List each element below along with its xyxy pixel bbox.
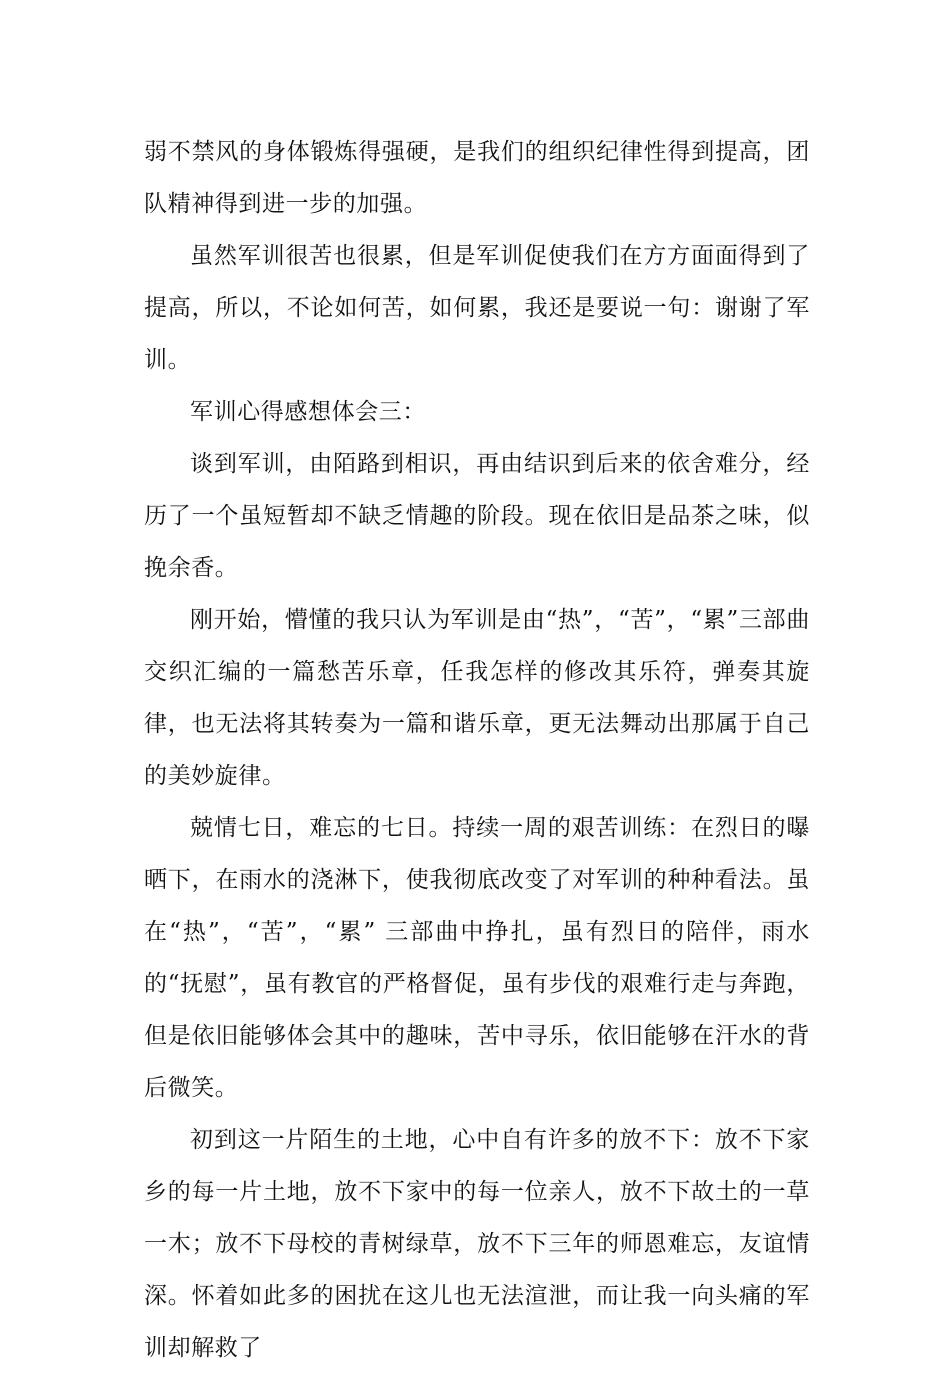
paragraph: 虽然军训很苦也很累，但是军训促使我们在方方面面得到了提高，所以，不论如何苦，如何累，我还是要说一句：谢谢了军训。: [144, 243, 810, 373]
paragraph: 初到这一片陌生的土地，心中自有许多的放不下：放不下家乡的每一片土地，放不下家中的每一位亲人，放不下故土的一草一木；放不下母校的青树绿草，放不下三年的师恩难忘，友谊情深。怀着如此多的困扰在这儿也无法渲泄，而让我一向头痛的军训却解救了: [144, 1127, 810, 1361]
section-heading: 军训心得感想体会三：: [190, 399, 426, 425]
paragraph: 兢情七日，难忘的七日。持续一周的艰苦训练：在烈日的曝晒下，在雨水的浇淋下，使我彻底改变了对军训的种种看法。虽在“热”，“苦”，“累” 三部曲中挣扎，虽有烈日的陪伴，雨水的“抚慰”，虽有教官的严格督促，虽有步伐的艰难行走与奔跑，但是依旧能够体会其中的趣味，苦中寻乐，依旧能够在汗水的背后微笑。: [144, 815, 810, 1101]
document-body: [144, 126, 810, 1374]
paragraph: 刚开始，懵懂的我只认为军训是由“热”，“苦”，“累”三部曲交织汇编的一篇愁苦乐章，任我怎样的修改其乐符，弹奏其旋律，也无法将其转奏为一篇和谐乐章，更无法舞动出那属于自己的美妙旋律。: [144, 607, 810, 789]
paragraph-continuation: 弱不禁风的身体锻炼得强硬，是我们的组织纪律性得到提高，团队精神得到进一步的加强。: [144, 139, 810, 217]
paragraph: 谈到军训，由陌路到相识，再由结识到后来的依舍难分，经历了一个虽短暂却不缺乏情趣的阶段。现在依旧是品茶之味，似挽余香。: [144, 451, 810, 581]
